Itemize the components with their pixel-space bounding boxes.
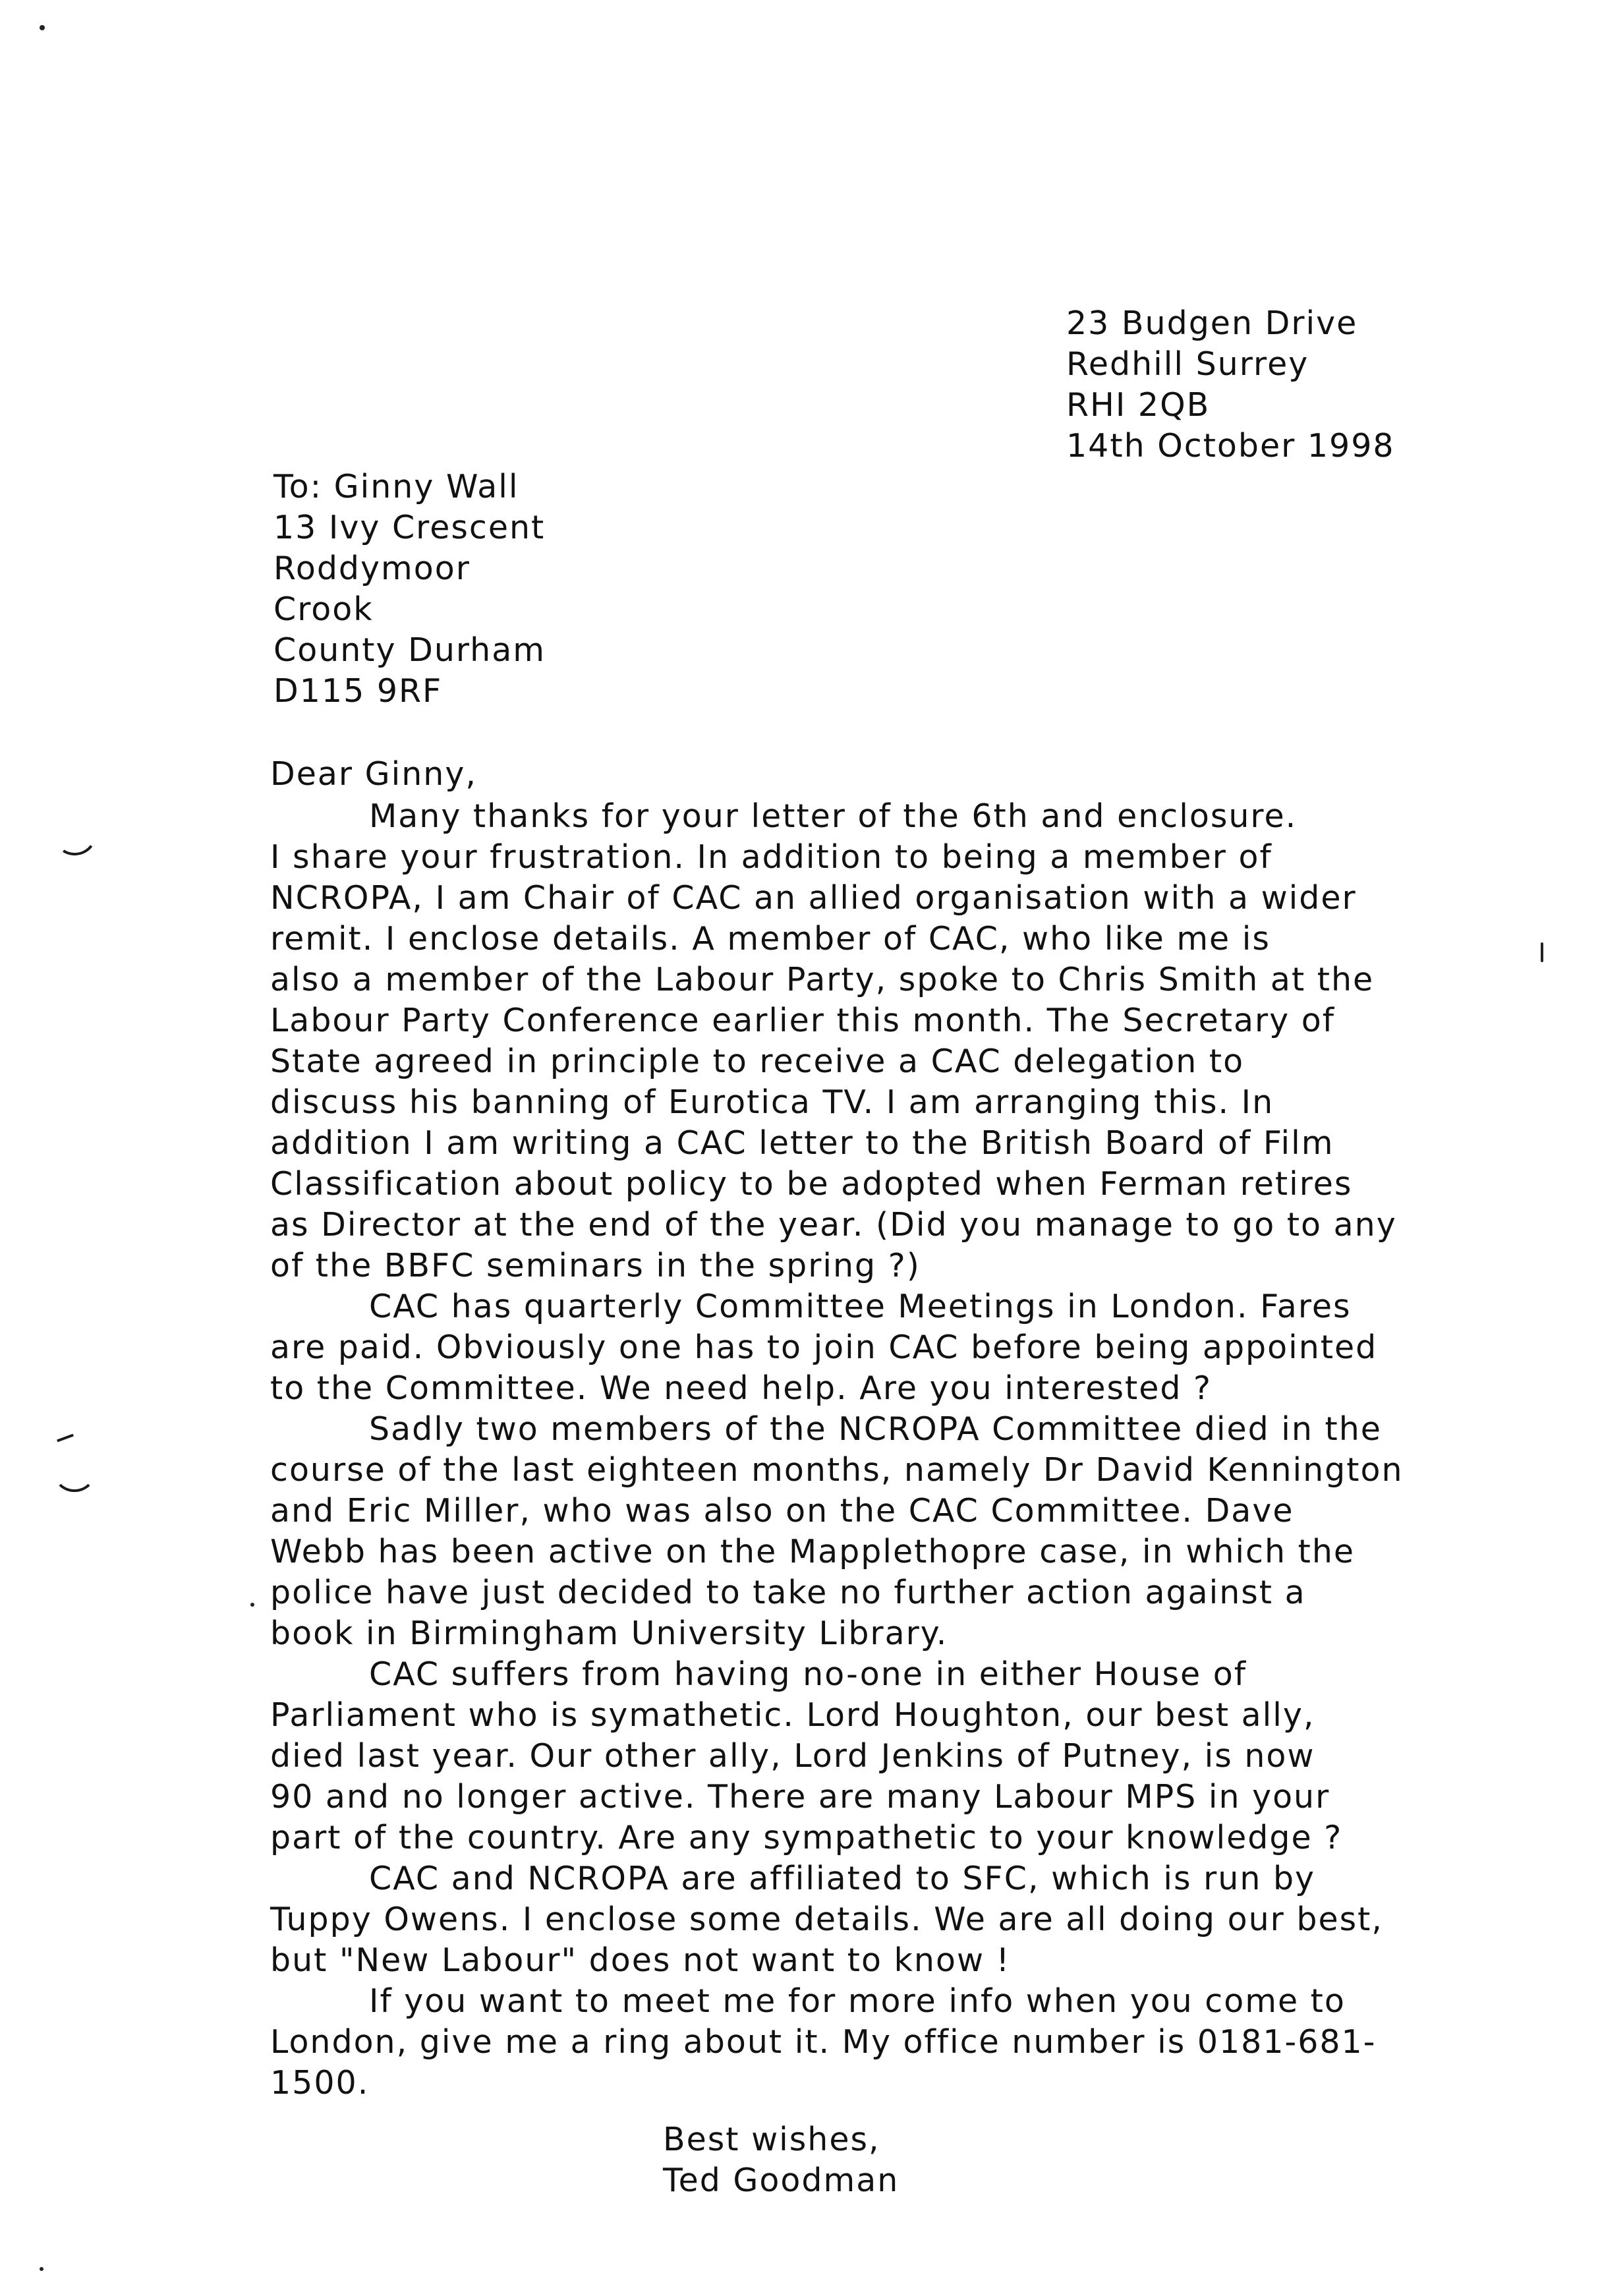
body-line: Sadly two members of the NCROPA Committee died in the (369, 1410, 1382, 1448)
punch-hole-mark-icon (53, 1450, 96, 1492)
scan-speck-icon (1541, 942, 1543, 962)
recipient-name: To: Ginny Wall (273, 468, 519, 505)
signature-name: Ted Goodman (663, 2162, 900, 2199)
body-line: addition I am writing a CAC letter to the British Board of Film (270, 1124, 1334, 1162)
body-line: Many thanks for your letter of the 6th and enclosure. (369, 797, 1298, 835)
body-line: course of the last eighteen months, namely Dr David Kennington (270, 1451, 1404, 1489)
body-line: also a member of the Labour Party, spoke to Chris Smith at the (270, 961, 1375, 998)
body-line: as Director at the end of the year. (Did you manage to go to any (270, 1206, 1397, 1244)
body-line: State agreed in principle to receive a CAC delegation to (270, 1043, 1245, 1080)
body-line: Labour Party Conference earlier this month. The Secretary of (270, 1002, 1335, 1039)
punch-hole-mark-icon (51, 813, 99, 859)
punch-hole-mark-icon (57, 1434, 74, 1443)
body-line: CAC and NCROPA are affiliated to SFC, which is run by (369, 1860, 1316, 1897)
letter-date: 14th October 1998 (1066, 427, 1395, 465)
body-line: book in Birmingham University Library. (270, 1615, 948, 1652)
body-line: Tuppy Owens. I enclose some details. We are all doing our best, (270, 1901, 1383, 1938)
recipient-locality: Roddymoor (273, 550, 471, 587)
sender-street: 23 Budgen Drive (1066, 304, 1358, 342)
body-line: Parliament who is symathetic. Lord Houghton, our best ally, (270, 1696, 1315, 1734)
scan-speck-icon (40, 25, 45, 30)
body-line: London, give me a ring about it. My office number is 0181-681- (270, 2023, 1377, 2061)
body-line: NCROPA, I am Chair of CAC an allied organisation with a wider (270, 879, 1357, 917)
recipient-street: 13 Ivy Crescent (273, 509, 546, 546)
body-line: police have just decided to take no further action against a (270, 1574, 1306, 1611)
body-line: and Eric Miller, who was also on the CAC Committee. Dave (270, 1492, 1294, 1530)
body-line: 1500. (270, 2064, 370, 2102)
scan-speck-icon (40, 2267, 43, 2271)
body-line: died last year. Our other ally, Lord Jenkins of Putney, is now (270, 1737, 1315, 1775)
body-line: If you want to meet me for more info when you come to (369, 1982, 1346, 2020)
recipient-county: County Durham (273, 631, 546, 669)
sender-town: Redhill Surrey (1066, 345, 1309, 383)
body-line: to the Committee. We need help. Are you interested ? (270, 1369, 1213, 1407)
scan-speck-icon (250, 1603, 254, 1607)
body-line: are paid. Obviously one has to join CAC before being appointed (270, 1329, 1378, 1366)
body-line: Classification about policy to be adopted when Ferman retires (270, 1165, 1353, 1203)
body-line: I share your frustration. In addition to being a member of (270, 838, 1272, 876)
body-line: part of the country. Are any sympathetic to your knowledge ? (270, 1819, 1343, 1856)
sender-postcode: RHI 2QB (1066, 386, 1211, 424)
body-line: of the BBFC seminars in the spring ?) (270, 1247, 921, 1284)
body-line: CAC has quarterly Committee Meetings in London. Fares (369, 1288, 1352, 1325)
body-line: discuss his banning of Eurotica TV. I am arranging this. In (270, 1083, 1274, 1121)
body-line: remit. I enclose details. A member of CAC, who like me is (270, 920, 1271, 958)
valediction: Best wishes, (663, 2121, 880, 2158)
body-line: CAC suffers from having no-one in either House of (369, 1655, 1247, 1693)
body-line: Webb has been active on the Mapplethopre case, in which the (270, 1533, 1356, 1570)
recipient-postcode: D115 9RF (273, 672, 443, 710)
recipient-town: Crook (273, 590, 374, 628)
body-line: but "New Labour" does not want to know ! (270, 1941, 1011, 1979)
salutation: Dear Ginny, (270, 755, 477, 793)
body-line: 90 and no longer active. There are many Labour MPS in your (270, 1778, 1330, 1816)
